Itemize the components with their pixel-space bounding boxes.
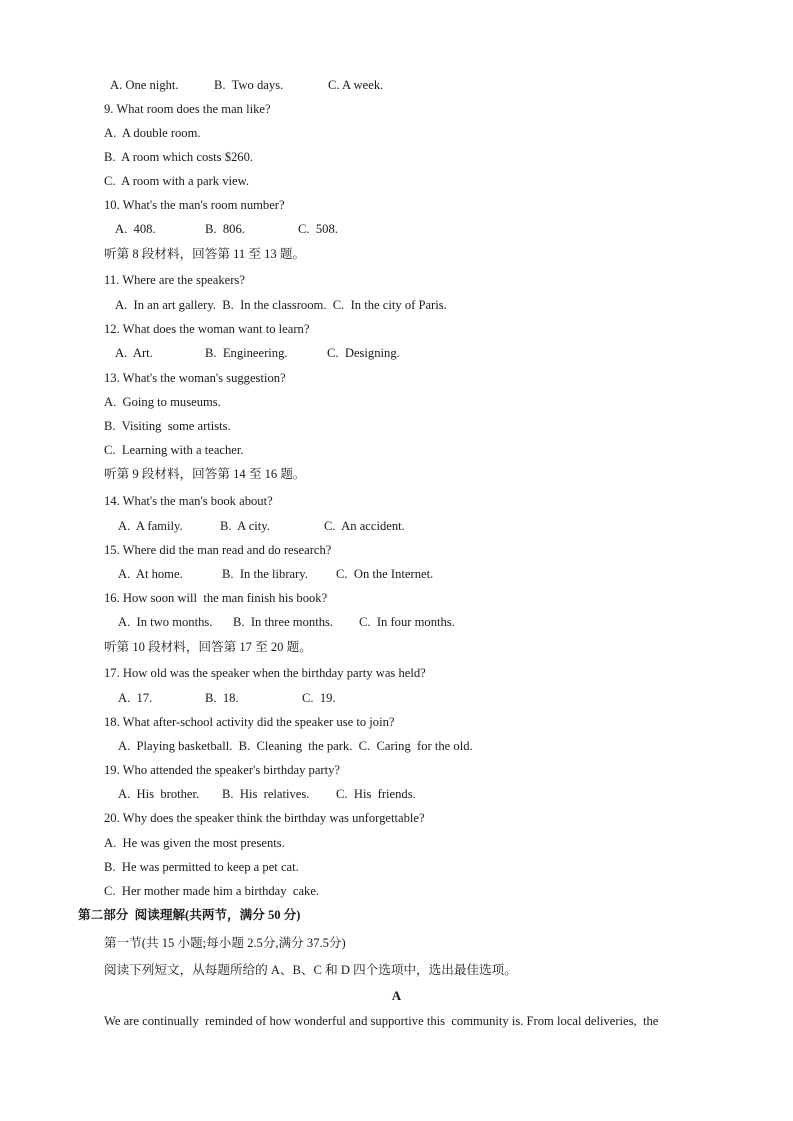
question-19: 19. Who attended the speaker's birthday party? [104,763,340,777]
question-13: 13. What's the woman's suggestion? [104,371,286,385]
question-18: 18. What after-school activity did the speaker use to join? [104,715,395,729]
question-12: 12. What does the woman want to learn? [104,322,310,336]
q8-options [0,77,384,93]
q10-options [0,221,338,237]
q9-option-b: B. A room which costs $260. [104,150,254,164]
option-b: B. His relatives. [222,787,310,801]
q12-options [0,345,400,361]
option-b: B. A city. [220,519,270,533]
question-17: 17. How old was the speaker when the birthday party was held? [104,666,426,680]
q19-options [0,786,416,802]
section-instruction-8: 听第 8 段材料，回答第 11 至 13 题。 [104,247,306,261]
q11-options: A. In an art gallery. B. In the classroom. C. In the city of Paris. [115,298,447,312]
option-c: C. A week. [328,78,384,92]
option-b: B. In the library. [222,567,308,581]
q15-options [0,566,434,582]
question-20: 20. Why does the speaker think the birthday was unforgettable? [104,811,425,825]
option-c: C. An accident. [324,519,405,533]
q16-options [0,614,455,630]
option-a: A. In two months. [118,615,213,629]
q20-option-c: C. Her mother made him a birthday cake. [104,884,320,898]
question-9: 9. What room does the man like? [104,102,271,116]
option-c: C. On the Internet. [336,567,434,581]
option-a: A. One night. [110,78,179,92]
option-b: B. 806. [205,222,245,236]
option-b: B. Engineering. [205,346,288,360]
q13-option-b: B. Visiting some artists. [104,419,231,433]
q13-option-a: A. Going to museums. [104,395,221,409]
question-14: 14. What's the man's book about? [104,494,273,508]
q13-option-c: C. Learning with a teacher. [104,443,244,457]
passage-title: A [391,988,402,1003]
section-instruction-10: 听第 10 段材料，回答第 17 至 20 题。 [104,640,312,654]
option-c: C. 508. [298,222,338,236]
option-b: B. 18. [205,691,239,705]
q14-options [0,518,405,534]
section-one-heading: 第一节(共 15 小题;每小题 2.5分,满分 37.5分) [104,936,346,950]
question-11: 11. Where are the speakers? [104,273,245,287]
section-instruction-9: 听第 9 段材料，回答第 14 至 16 题。 [104,467,306,481]
option-b: B. In three months. [233,615,334,629]
question-15: 15. Where did the man read and do research? [104,543,332,557]
option-a: A. His brother. [118,787,200,801]
part-two-heading: 第二部分 阅读理解(共两节，满分 50 分) [78,908,301,922]
question-10: 10. What's the man's room number? [104,198,285,212]
q9-option-c: C. A room with a park view. [104,174,250,188]
reading-instructions: 阅读下列短文，从每题所给的 A、B、C 和 D 四个选项中，选出最佳选项。 [104,963,517,977]
question-16: 16. How soon will the man finish his book? [104,591,328,605]
option-a: A. A family. [118,519,183,533]
option-c: C. His friends. [336,787,416,801]
q17-options [0,690,336,706]
q18-options: A. Playing basketball. B. Cleaning the park. C. Caring for the old. [118,739,473,753]
option-b: B. Two days. [214,78,284,92]
option-c: C. In four months. [359,615,455,629]
option-c: C. 19. [302,691,336,705]
option-a: A. Art. [115,346,153,360]
option-a: A. 408. [115,222,156,236]
q9-option-a: A. A double room. [104,126,201,140]
passage-text: We are continually reminded of how wonderful and supportive this community is. From local deliveries, the [104,1014,659,1028]
option-c: C. Designing. [327,346,400,360]
option-a: A. 17. [118,691,153,705]
option-a: A. At home. [118,567,183,581]
q20-option-b: B. He was permitted to keep a pet cat. [104,860,299,874]
q20-option-a: A. He was given the most presents. [104,836,285,850]
